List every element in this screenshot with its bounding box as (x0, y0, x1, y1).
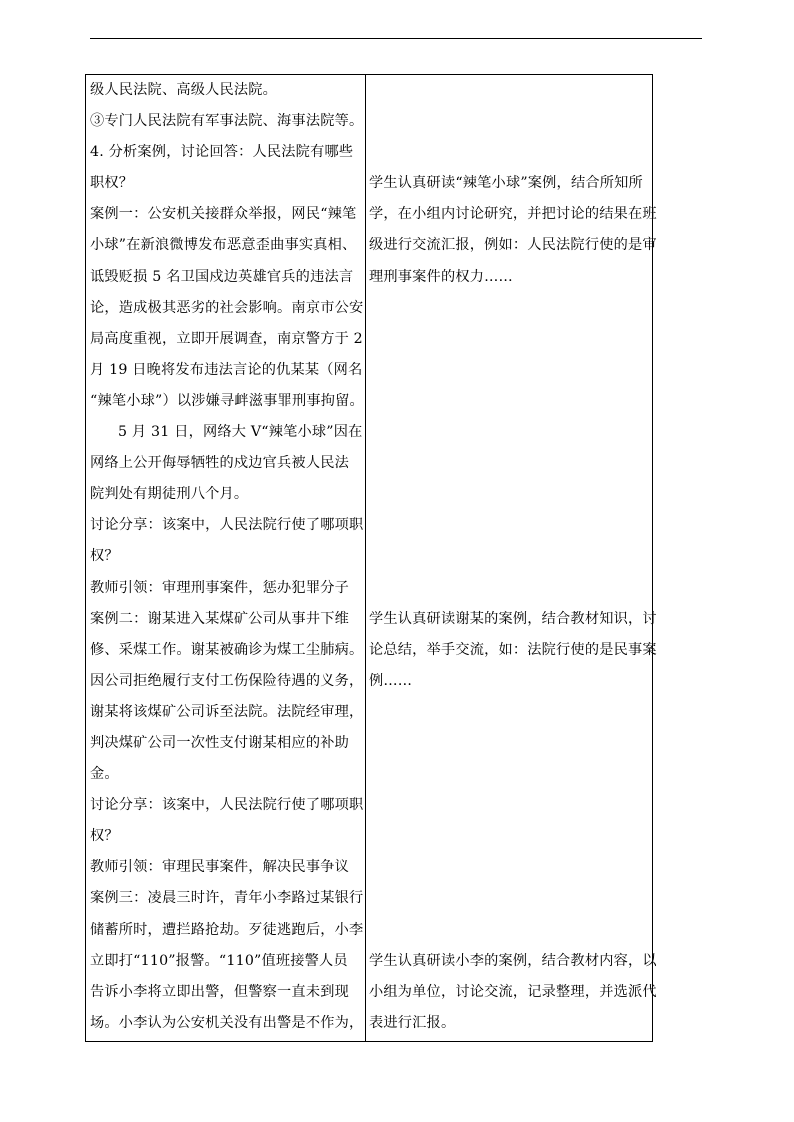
case-three-text: 立即打“110”报警。“110”值班接警人员 (90, 952, 348, 969)
case-three-text: 案例三：凌晨三时许，青年小李路过某银行 (90, 890, 364, 907)
student-response-1: 学生认真研读“辣笔小球”案例，结合所知所 (369, 175, 643, 192)
case-two-text: 判决煤矿公司一次性支付谢某相应的补助 (90, 734, 349, 751)
discussion-prompt: 讨论分享：该案中，人民法院行使了哪项职 (90, 517, 364, 534)
case-one-text: 论，造成极其恶劣的社会影响。南京市公安 (90, 299, 364, 316)
case-one-text: 网络上公开侮辱牺牲的戍边官兵被人民法 (90, 455, 349, 472)
case-two-text: 案例二：谢某进入某煤矿公司从事井下维 (90, 610, 349, 627)
case-one-text: 月 19 日晚将发布违法言论的仇某某（网名 (90, 361, 363, 378)
teacher-guidance: 教师引领：审理民事案件，解决民事争议 (90, 859, 349, 876)
case-two-text: 金。 (90, 766, 119, 783)
case-one-text: 诋毁贬损 5 名卫国戍边英雄官兵的违法言 (90, 268, 354, 285)
lesson-table (85, 74, 657, 1042)
case-one-text: 案例一：公安机关接群众举报，网民“辣笔 (90, 206, 357, 223)
header-rule (90, 38, 702, 39)
case-two-text: 谢某将该煤矿公司诉至法院。法院经审理， (90, 703, 364, 720)
student-response-2: 例…… (369, 672, 413, 689)
student-activity-column (369, 75, 657, 1041)
case-three-text: 告诉小李将立即出警，但警察一直未到现 (90, 983, 349, 1000)
discussion-prompt: 权？ (90, 828, 119, 845)
student-response-3: 表进行汇报。 (369, 1014, 456, 1031)
student-response-1: 学，在小组内讨论研究，并把讨论的结果在班 (369, 206, 657, 223)
case-one-text: “辣笔小球”）以涉嫌寻衅滋事罪刑事拘留。 (90, 392, 364, 409)
student-response-3: 学生认真研读小李的案例，结合教材内容，以 (369, 952, 657, 969)
case-two-text: 修、采煤工作。谢某被确诊为煤工尘肺病。 (90, 641, 364, 658)
column-divider (365, 75, 366, 1041)
text-line: 级人民法院、高级人民法院。 (90, 82, 278, 98)
case-one-text: 院判处有期徒刑八个月。 (90, 486, 249, 503)
teacher-activity-column (90, 75, 362, 1041)
case-three-text: 储蓄所时，遭拦路抢劫。歹徒逃跑后，小李 (90, 921, 364, 938)
teacher-guidance: 教师引领：审理刑事案件，惩办犯罪分子 (90, 579, 349, 596)
case-two-text: 因公司拒绝履行支付工伤保险待遇的义务， (90, 672, 364, 689)
question-heading: 职权？ (90, 175, 134, 192)
case-one-text: 小球”在新浪微博发布恶意歪曲事实真相、 (90, 237, 357, 254)
student-response-1: 级进行交流汇报，例如：人民法院行使的是审 (369, 237, 657, 254)
case-one-text: 局高度重视，立即开展调查，南京警方于 2 (90, 330, 363, 347)
case-three-text: 场。小李认为公安机关没有出警是不作为， (90, 1014, 364, 1031)
student-response-2: 论总结，举手交流，如：法院行使的是民事案 (369, 641, 657, 658)
student-response-3: 小组为单位，讨论交流，记录整理，并选派代 (369, 983, 657, 1000)
student-response-1: 理刑事案件的权力…… (369, 268, 513, 285)
case-one-text: 5 月 31 日，网络大 V“辣笔小球”因在 (118, 424, 363, 441)
text-line: ③专门人民法院有军事法院、海事法院等。 (90, 113, 364, 130)
discussion-prompt: 权？ (90, 548, 119, 565)
discussion-prompt: 讨论分享：该案中，人民法院行使了哪项职 (90, 797, 364, 814)
student-response-2: 学生认真研读谢某的案例，结合教材知识，讨 (369, 610, 657, 627)
question-heading: 4. 分析案例，讨论回答：人民法院有哪些 (90, 144, 354, 161)
